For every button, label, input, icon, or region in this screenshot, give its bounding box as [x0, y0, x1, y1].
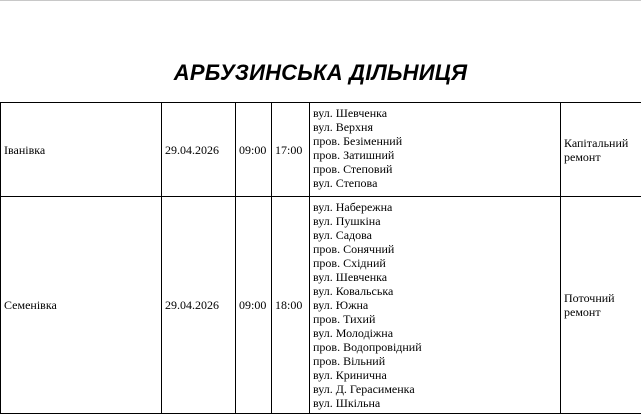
- end-time-cell: 18:00: [272, 197, 310, 414]
- start-time-cell: 09:00: [236, 103, 272, 197]
- street-item: пров. Водопровідний: [313, 340, 558, 354]
- street-item: вул. Шевченка: [313, 270, 558, 284]
- street-item: пров. Тихий: [313, 312, 558, 326]
- street-item: вул. Южна: [313, 298, 558, 312]
- work-type-cell: [561, 197, 641, 414]
- page-title: АРБУЗИНСЬКА ДІЛЬНИЦЯ: [0, 57, 641, 89]
- date-cell: 29.04.2026: [162, 197, 236, 414]
- street-item: вул. Шкільна: [313, 396, 558, 410]
- date-cell: 29.04.2026: [162, 103, 236, 197]
- village-cell: Семенівка: [1, 197, 162, 414]
- street-item: вул. Набережна: [313, 200, 558, 214]
- street-item: вул. Д. Герасименка: [313, 382, 558, 396]
- street-item: пров. Вільний: [313, 354, 558, 368]
- end-time-cell: 17:00: [272, 103, 310, 197]
- street-item: вул. Шевченка: [313, 106, 558, 120]
- outage-schedule-table: [0, 102, 641, 414]
- table-row: [1, 197, 641, 414]
- table-row: [1, 103, 641, 197]
- village-cell: Іванівка: [1, 103, 162, 197]
- top-divider: [0, 0, 641, 1]
- street-item: пров. Сонячний: [313, 242, 558, 256]
- street-item: вул. Степова: [313, 176, 558, 190]
- street-item: пров. Степовий: [313, 162, 558, 176]
- work-type-cell: [561, 103, 641, 197]
- work-type-text: Поточний ремонт: [564, 291, 637, 319]
- streets-cell: [310, 197, 561, 414]
- street-item: вул. Садова: [313, 228, 558, 242]
- street-item: вул. Кринична: [313, 368, 558, 382]
- street-item: пров. Безіменний: [313, 134, 558, 148]
- street-item: вул. Пушкіна: [313, 214, 558, 228]
- street-item: вул. Верхня: [313, 120, 558, 134]
- street-item: пров. Східний: [313, 256, 558, 270]
- street-item: вул. Ковальська: [313, 284, 558, 298]
- street-item: пров. Затишний: [313, 148, 558, 162]
- street-item: вул. Молодіжна: [313, 326, 558, 340]
- work-type-text: Капітальний ремонт: [564, 136, 637, 164]
- streets-cell: [310, 103, 561, 197]
- start-time-cell: 09:00: [236, 197, 272, 414]
